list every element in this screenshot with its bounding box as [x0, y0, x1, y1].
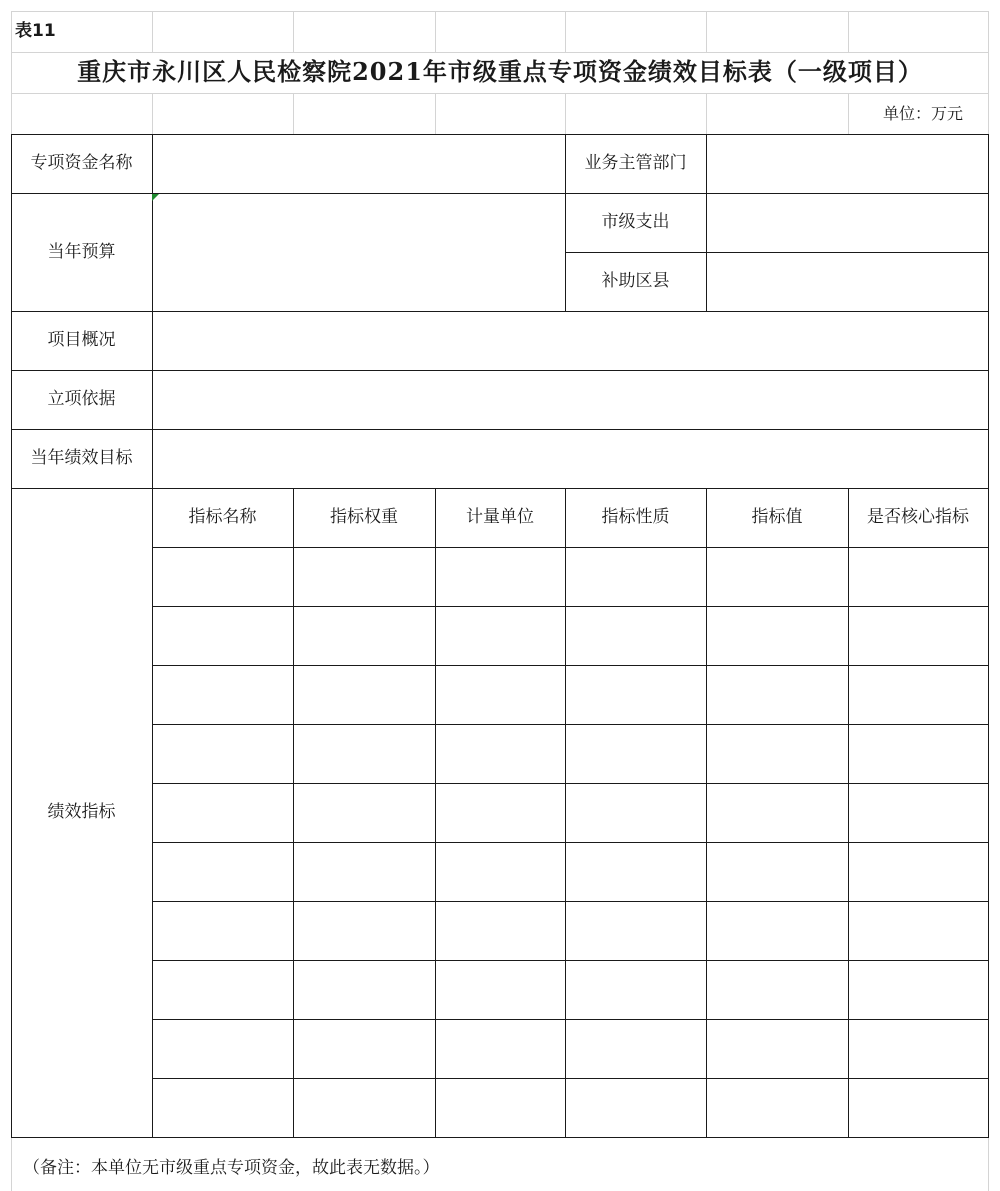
- table-cell[interactable]: [435, 901, 565, 960]
- table-cell[interactable]: [152, 606, 293, 665]
- table-cell[interactable]: [565, 960, 706, 1019]
- overview-label[interactable]: 项目概况: [47, 330, 116, 351]
- table-cell[interactable]: [435, 547, 565, 606]
- table-cell[interactable]: [706, 783, 848, 842]
- city-expense-label[interactable]: 市级支出: [601, 212, 670, 233]
- table-cell[interactable]: [706, 547, 848, 606]
- table-cell[interactable]: [435, 960, 565, 1019]
- table-cell[interactable]: [565, 783, 706, 842]
- gridline: [565, 11, 566, 52]
- table-cell[interactable]: [152, 547, 293, 606]
- col-header-indicator-name[interactable]: 指标名称: [188, 507, 257, 528]
- table-cell[interactable]: [293, 1078, 435, 1137]
- footer-note[interactable]: （备注：本单位无市级重点专项资金，故此表无数据。）: [23, 1157, 440, 1178]
- col-header-measure-unit[interactable]: 计量单位: [466, 507, 534, 528]
- basis-value[interactable]: [152, 370, 988, 429]
- goal-value[interactable]: [152, 429, 988, 488]
- table-cell[interactable]: [565, 724, 706, 783]
- gridline: [706, 93, 707, 134]
- gridline: [848, 11, 849, 52]
- table-cell[interactable]: [293, 724, 435, 783]
- table-cell[interactable]: [435, 842, 565, 901]
- gridline: [435, 11, 436, 52]
- table-cell[interactable]: [848, 960, 988, 1019]
- table-cell[interactable]: [706, 606, 848, 665]
- table-cell[interactable]: [706, 724, 848, 783]
- overview-value[interactable]: [152, 311, 988, 370]
- gridline: [152, 11, 153, 52]
- table-cell[interactable]: [152, 1019, 293, 1078]
- table-cell[interactable]: [565, 547, 706, 606]
- table-cell[interactable]: [706, 1078, 848, 1137]
- table-cell[interactable]: [848, 547, 988, 606]
- table-cell[interactable]: [848, 1078, 988, 1137]
- sheet-title[interactable]: 重庆市永川区人民检察院2021年市级重点专项资金绩效目标表（一级项目）: [77, 57, 923, 87]
- table-cell[interactable]: [435, 724, 565, 783]
- table-cell[interactable]: [293, 1019, 435, 1078]
- table-cell[interactable]: [848, 783, 988, 842]
- table-cell[interactable]: [293, 842, 435, 901]
- table-cell[interactable]: [848, 665, 988, 724]
- gridline: [293, 93, 294, 134]
- table-cell[interactable]: [293, 665, 435, 724]
- col-header-is-core[interactable]: 是否核心指标: [867, 507, 969, 528]
- table-cell[interactable]: [848, 724, 988, 783]
- table-cell[interactable]: [565, 665, 706, 724]
- table-cell[interactable]: [435, 783, 565, 842]
- goal-label[interactable]: 当年绩效目标: [30, 448, 133, 469]
- col-header-indicator-weight[interactable]: 指标权重: [330, 507, 398, 528]
- subsidy-value[interactable]: [706, 252, 988, 311]
- gridline: [11, 93, 989, 94]
- table-cell[interactable]: [152, 783, 293, 842]
- city-expense-value[interactable]: [706, 193, 988, 252]
- col-header-indicator-nature[interactable]: 指标性质: [601, 507, 670, 528]
- table-cell[interactable]: [293, 901, 435, 960]
- table-cell[interactable]: [565, 1078, 706, 1137]
- basis-label[interactable]: 立项依据: [47, 389, 116, 410]
- gridline: [565, 93, 566, 134]
- table-cell[interactable]: [293, 960, 435, 1019]
- table-cell[interactable]: [435, 665, 565, 724]
- table-cell[interactable]: [435, 606, 565, 665]
- table-cell[interactable]: [848, 1019, 988, 1078]
- table-cell[interactable]: [152, 842, 293, 901]
- table-cell[interactable]: [293, 547, 435, 606]
- table-cell[interactable]: [152, 1078, 293, 1137]
- table-cell[interactable]: [848, 901, 988, 960]
- table-cell[interactable]: [435, 1019, 565, 1078]
- dept-label[interactable]: 业务主管部门: [584, 153, 687, 174]
- table-cell[interactable]: [565, 606, 706, 665]
- table-cell[interactable]: [293, 783, 435, 842]
- border-line: [988, 134, 989, 1138]
- gridline: [293, 11, 294, 52]
- fund-name-value[interactable]: [152, 134, 565, 193]
- unit-label[interactable]: 单位：万元: [882, 103, 963, 123]
- table-cell[interactable]: [152, 665, 293, 724]
- table-cell[interactable]: [848, 606, 988, 665]
- table-cell[interactable]: [706, 1019, 848, 1078]
- indicator-label[interactable]: 绩效指标: [47, 802, 116, 823]
- table-cell[interactable]: [706, 960, 848, 1019]
- table-cell[interactable]: [435, 1078, 565, 1137]
- table-cell[interactable]: [293, 606, 435, 665]
- border-line: [11, 1137, 989, 1138]
- gridline: [435, 93, 436, 134]
- cell-comment-marker: [152, 194, 159, 201]
- gridline: [11, 11, 989, 12]
- dept-value[interactable]: [706, 134, 988, 193]
- table-cell[interactable]: [706, 665, 848, 724]
- budget-value[interactable]: [152, 193, 565, 311]
- fund-name-label[interactable]: 专项资金名称: [30, 153, 133, 174]
- gridline: [706, 11, 707, 52]
- table-cell[interactable]: [848, 842, 988, 901]
- table-cell[interactable]: [565, 1019, 706, 1078]
- table-cell[interactable]: [706, 842, 848, 901]
- table-cell[interactable]: [706, 901, 848, 960]
- budget-label[interactable]: 当年预算: [47, 241, 116, 262]
- table-cell[interactable]: [152, 724, 293, 783]
- table-cell[interactable]: [565, 842, 706, 901]
- table-cell[interactable]: [565, 901, 706, 960]
- table-cell[interactable]: [152, 960, 293, 1019]
- gridline: [152, 93, 153, 134]
- col-header-indicator-value[interactable]: 指标值: [751, 507, 803, 528]
- subsidy-label[interactable]: 补助区县: [601, 271, 670, 292]
- table-id[interactable]: 表11: [15, 21, 56, 42]
- table-cell[interactable]: [152, 901, 293, 960]
